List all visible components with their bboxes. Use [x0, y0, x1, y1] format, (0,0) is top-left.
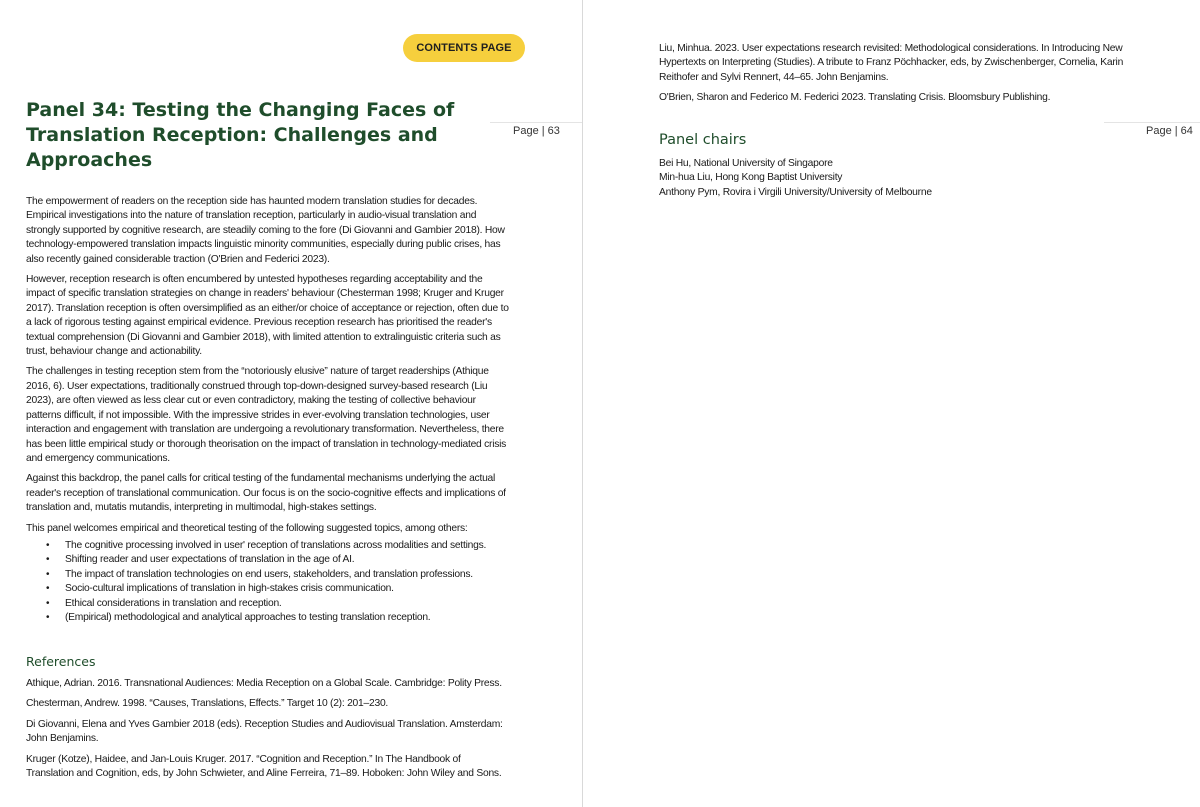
paragraph: However, reception research is often encumbered by untested hypotheses regarding acceptability and the impact of specific translation strategies on change in readers' behaviour (Chesterman 1998; Kruger and Kruger 2017). Translation reception is often oversimplified as an either/or choice of acceptance or rejection, often due to a lack of rigorous testing against empirical evidence. Previous reception research has prioritised the reader's textual comprehension (Di Giovanni and Gambier 2018), with limited attention to extralinguistic criteria such as trust, behaviour change and actionability. [26, 274, 509, 358]
paragraph: The challenges in testing reception stem from the “notoriously elusive” nature of target readerships (Athique 2016, 6). User expectations, traditionally construed through top-down-designed survey-based research (Liu 2023), are often viewed as less clear cut or even contradictory, making the testing of collective behaviour patterns difficult, if not impossible. With the impressive strides in ever-evolving translation technologies, user interaction and engagement with translation are undergoing a revolutionary transformation. Nevertheless, there has been little empirical study or thorough theorisation on the impact of translation in technology-mediated crisis and emergency communications. [26, 366, 507, 464]
reference-item: O'Brien, Sharon and Federico M. Federici 2023. Translating Crisis. Bloomsbury Publishing. [659, 92, 1051, 104]
references-heading: References [26, 654, 96, 669]
left-page [0, 0, 582, 807]
paragraph: Against this backdrop, the panel calls for critical testing of the fundamental mechanisms underlying the actual reader's reception of translational communication. Our focus is on the socio-cognitive effects and implications of translation and, mutatis mutandis, interpreting in multimodal, high-stakes settings. [26, 473, 506, 514]
references-list [26, 677, 510, 787]
paragraph: This panel welcomes empirical and theoretical testing of the following suggested topics, among others: [26, 522, 468, 534]
list-item: • Socio-cultural implications of translation in high-stakes crisis communication. [44, 582, 514, 596]
list-item: • The impact of translation technologies on end users, stakeholders, and translation professions. [44, 568, 514, 582]
reference-item: Athique, Adrian. 2016. Transnational Audiences: Media Reception on a Global Scale. Cambridge: Polity Press. [26, 678, 502, 689]
panel-chairs-heading: Panel chairs [659, 132, 747, 148]
page-divider [582, 0, 583, 807]
page-title: Panel 34: Testing the Changing Faces of Translation Reception: Challenges and Approaches [26, 99, 455, 171]
references-continued [659, 42, 1139, 112]
reference-item: Chesterman, Andrew. 1998. “Causes, Translations, Effects.” Target 10 (2): 201–230. [26, 698, 389, 710]
chair-item: Anthony Pym, Rovira i Virgili University/University of Melbourne [659, 186, 932, 198]
chair-item: Min-hua Liu, Hong Kong Baptist University [659, 172, 843, 184]
page-number-rule [1104, 122, 1200, 123]
page-number: Page | 63 [513, 125, 560, 137]
right-page [584, 0, 1200, 807]
reference-item: Di Giovanni, Elena and Yves Gambier 2018 (eds). Reception Studies and Audiovisual Translation. Amsterdam: John Benjamins. [26, 718, 503, 745]
reference-item: Liu, Minhua. 2023. User expectations research revisited: Methodological considerations. In Introducing New Hypertexts on Interpreting (Studies). A tribute to Franz Pöchhacker, eds, by Zwischenberger, Cornelia, Karin Reithofer and Sylvi Rennert, 44–65. John Benjamins. [659, 43, 1124, 83]
list-item: • (Empirical) methodological and analytical approaches to testing translation reception. [44, 611, 514, 625]
page-number: Page | 64 [1146, 125, 1193, 137]
paragraph: The empowerment of readers on the reception side has haunted modern translation studies for decades. Empirical investigations into the nature of translation reception, particularly in audio-visual translation and strongly supported by cognitive research, are steadily coming to the fore (Di Giovanni and Gambier 2018). How technology-empowered translation impacts linguistic minority communities, especially during public crises, has also recently gained considerable traction (O'Brien and Federici 2023). [26, 196, 505, 265]
list-item: • Ethical considerations in translation and reception. [44, 597, 514, 611]
reference-item: Kruger (Kotze), Haidee, and Jan-Louis Kruger. 2017. “Cognition and Reception.” In The Handbook of Translation and Cognition, eds, by John Schwieter, and Aline Ferreira, 71–89. Hoboken: John Wiley and Sons. [26, 753, 502, 780]
topic-list [44, 539, 514, 625]
page-number-rule [490, 122, 582, 123]
contents-page-button[interactable]: CONTENTS PAGE [403, 34, 525, 62]
panel-chairs-list [659, 157, 1139, 200]
list-item: • The cognitive processing involved in user' reception of translations across modalities and settings. [44, 539, 514, 553]
list-item: • Shifting reader and user expectations of translation in the age of AI. [44, 553, 514, 567]
chair-item: Bei Hu, National University of Singapore [659, 158, 833, 169]
body-text [26, 195, 510, 542]
